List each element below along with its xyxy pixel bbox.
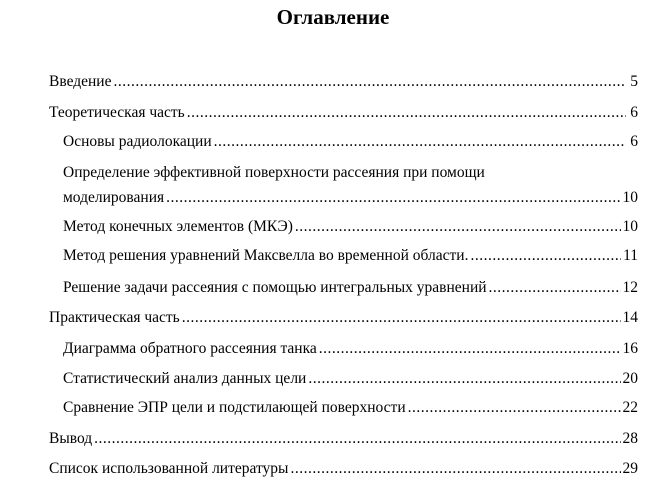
toc-entry-references[interactable] xyxy=(49,458,638,479)
dot-leader xyxy=(214,131,626,152)
toc-entry-text-line1: Определение эффективной поверхности рассеяния при помощи xyxy=(63,164,485,181)
dot-leader xyxy=(319,338,621,359)
dot-leader xyxy=(489,277,621,298)
toc-page-number: 12 xyxy=(622,279,638,296)
dot-leader xyxy=(113,71,626,92)
toc-entry-text: Сравнение ЭПР цели и подстилающей поверхности xyxy=(63,399,406,416)
toc-entry-statistical-analysis[interactable] xyxy=(63,368,638,389)
toc-entry-text: Вывод xyxy=(49,430,93,447)
toc-entry-theory[interactable] xyxy=(49,102,638,123)
toc-entry-text: Основы радиолокации xyxy=(63,133,212,150)
dot-leader xyxy=(187,102,626,123)
toc-page-number: 5 xyxy=(630,73,638,90)
toc-entry-rcs-modeling[interactable] xyxy=(63,162,638,208)
toc-page-number: 10 xyxy=(622,189,638,206)
dot-leader xyxy=(94,428,620,449)
toc-entry-text: Метод решения уравнений Максвелла во временной области. xyxy=(63,247,469,264)
toc-entry-text: Метод конечных элементов (МКЭ) xyxy=(63,218,293,235)
toc-page-number: 28 xyxy=(622,430,638,447)
dot-leader xyxy=(470,245,621,266)
toc-entry-introduction[interactable] xyxy=(49,71,638,92)
toc-entry-text: Теоретическая часть xyxy=(49,104,185,121)
toc-page-number: 6 xyxy=(630,133,638,150)
toc-page-number: 6 xyxy=(630,104,638,121)
toc-entry-rcs-comparison[interactable] xyxy=(63,397,638,418)
toc-page-number: 29 xyxy=(622,460,638,477)
dot-leader xyxy=(295,216,621,237)
toc-entry-fem[interactable] xyxy=(63,216,638,237)
toc-page-number: 14 xyxy=(622,309,638,326)
toc-entry-text: Диаграмма обратного рассеяния танка xyxy=(63,340,317,357)
toc-entry-text: Практическая часть xyxy=(49,309,180,326)
toc-page-number: 20 xyxy=(622,370,638,387)
toc-title: Оглавление xyxy=(276,5,390,29)
dot-leader xyxy=(290,458,620,479)
toc-entry-radar-basics[interactable] xyxy=(63,131,638,152)
toc-page-number: 11 xyxy=(623,247,638,264)
toc-entry-text-line2: моделирования xyxy=(63,189,165,206)
toc-entry-text: Статистический анализ данных цели xyxy=(63,370,307,387)
toc-entry-conclusion[interactable] xyxy=(49,428,638,449)
toc-entry-text: Решение задачи рассеяния с помощью интегральных уравнений xyxy=(63,279,487,296)
dot-leader xyxy=(408,397,621,418)
toc-page-number: 22 xyxy=(622,399,638,416)
dot-leader xyxy=(166,187,620,208)
dot-leader xyxy=(182,307,621,328)
toc-entry-fdtd[interactable] xyxy=(63,245,638,266)
toc-entry-integral-equations[interactable] xyxy=(63,277,638,298)
toc-page-number: 16 xyxy=(622,340,638,357)
dot-leader xyxy=(308,368,620,389)
toc-entry-practice[interactable] xyxy=(49,307,638,328)
toc-page-number: 10 xyxy=(622,218,638,235)
toc-entry-tank-backscatter[interactable] xyxy=(63,338,638,359)
toc-entry-text: Введение xyxy=(49,73,112,90)
toc-entry-text: Список использованной литературы xyxy=(49,460,289,477)
